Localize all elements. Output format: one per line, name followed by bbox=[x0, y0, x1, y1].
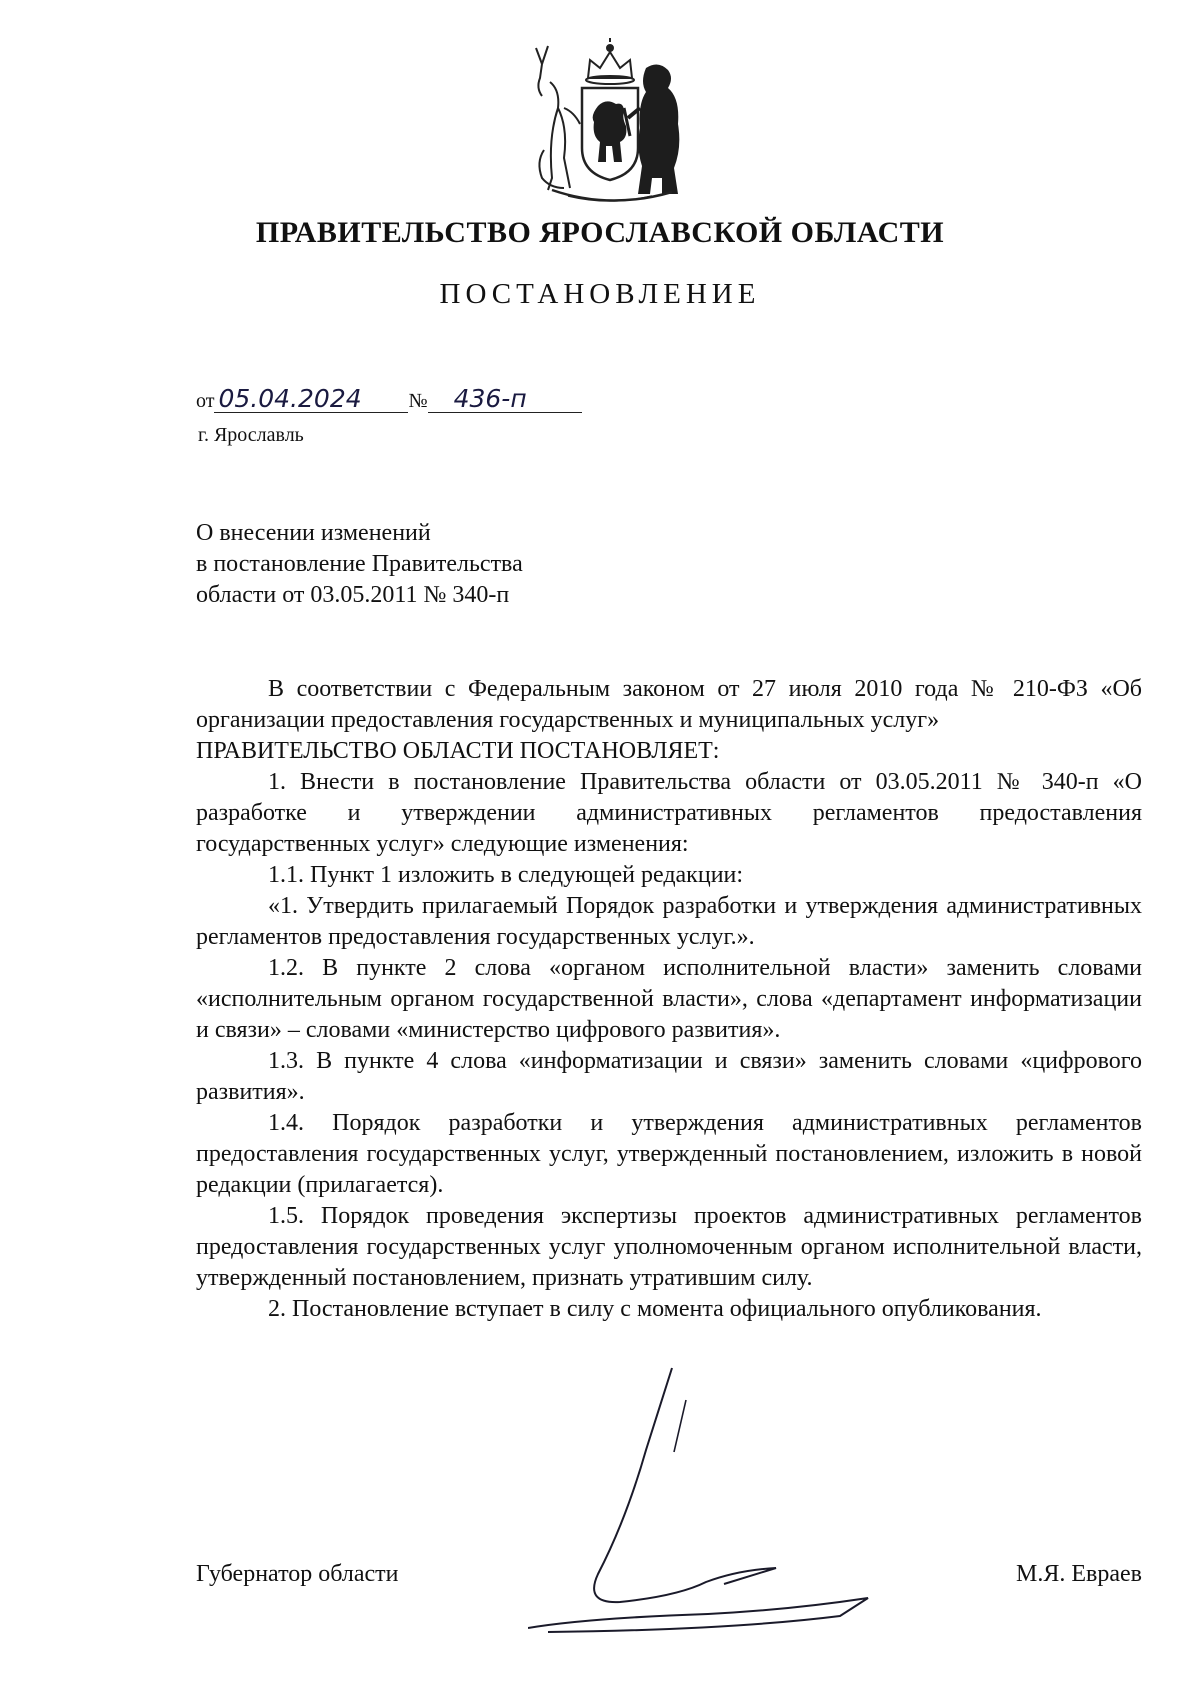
clause-2: 2. Постановление вступает в силу с момента официального опубликования. bbox=[268, 1296, 1042, 1322]
signatory-name: М.Я. Евраев bbox=[1016, 1561, 1142, 1587]
clause-1-4: 1.4. Порядок разработки и утверждения административных регламентов предоставления государственных услуг, утвержденный постановлением, изложить в новой редакции (прилагается). bbox=[196, 1110, 1142, 1198]
document-number: 436-п bbox=[428, 386, 582, 413]
subject-line: О внесении изменений bbox=[196, 520, 431, 546]
organization-title: ПРАВИТЕЛЬСТВО ЯРОСЛАВСКОЙ ОБЛАСТИ bbox=[255, 216, 945, 249]
subject-line: в постановление Правительства bbox=[196, 551, 523, 577]
city: г. Ярославль bbox=[198, 424, 304, 446]
document-subject bbox=[196, 518, 523, 611]
subject-line: области от 03.05.2011 № 340-п bbox=[196, 582, 510, 608]
clause-1-3: 1.3. В пункте 4 слова «информатизации и связи» заменить словами «цифрового развития». bbox=[196, 1048, 1142, 1105]
signatory-position: Губернатор области bbox=[196, 1561, 399, 1587]
coat-of-arms-icon bbox=[528, 38, 692, 208]
document-type: ПОСТАНОВЛЕНИЕ bbox=[439, 278, 761, 310]
preamble: В соответствии с Федеральным законом от 27 июля 2010 года № 210-ФЗ «Об организации предоставления государственных и муниципальных услуг» bbox=[196, 676, 1142, 733]
date-prefix: от bbox=[196, 390, 215, 412]
number-prefix: № bbox=[408, 390, 428, 412]
clause-1-5: 1.5. Порядок проведения экспертизы проектов административных регламентов предоставления государственных услуг уполномоченным органом исполнительной власти, утвержденный постановлением, признать утратившим силу. bbox=[196, 1203, 1142, 1291]
document-date: 05.04.2024 bbox=[214, 386, 408, 413]
handwritten-signature-icon bbox=[528, 1360, 918, 1660]
clause-1-2: 1.2. В пункте 2 слова «органом исполнительной власти» заменить словами «исполнительным органом государственной власти», слова «департамент информатизации и связи» – словами «министерство цифрового развития». bbox=[196, 955, 1142, 1043]
clause-1-1: 1.1. Пункт 1 изложить в следующей редакции: bbox=[268, 862, 744, 888]
document-body bbox=[196, 674, 1142, 1325]
registration-line bbox=[196, 386, 582, 413]
clause-1-1-text: «1. Утвердить прилагаемый Порядок разработки и утверждения административных регламентов предоставления государственных услуг.». bbox=[196, 893, 1142, 950]
decree-line: ПРАВИТЕЛЬСТВО ОБЛАСТИ ПОСТАНОВЛЯЕТ: bbox=[196, 738, 720, 764]
clause-1: 1. Внести в постановление Правительства области от 03.05.2011 № 340-п «О разработке и утверждении административных регламентов предоставления государственных услуг» следующие изменения: bbox=[196, 769, 1142, 857]
